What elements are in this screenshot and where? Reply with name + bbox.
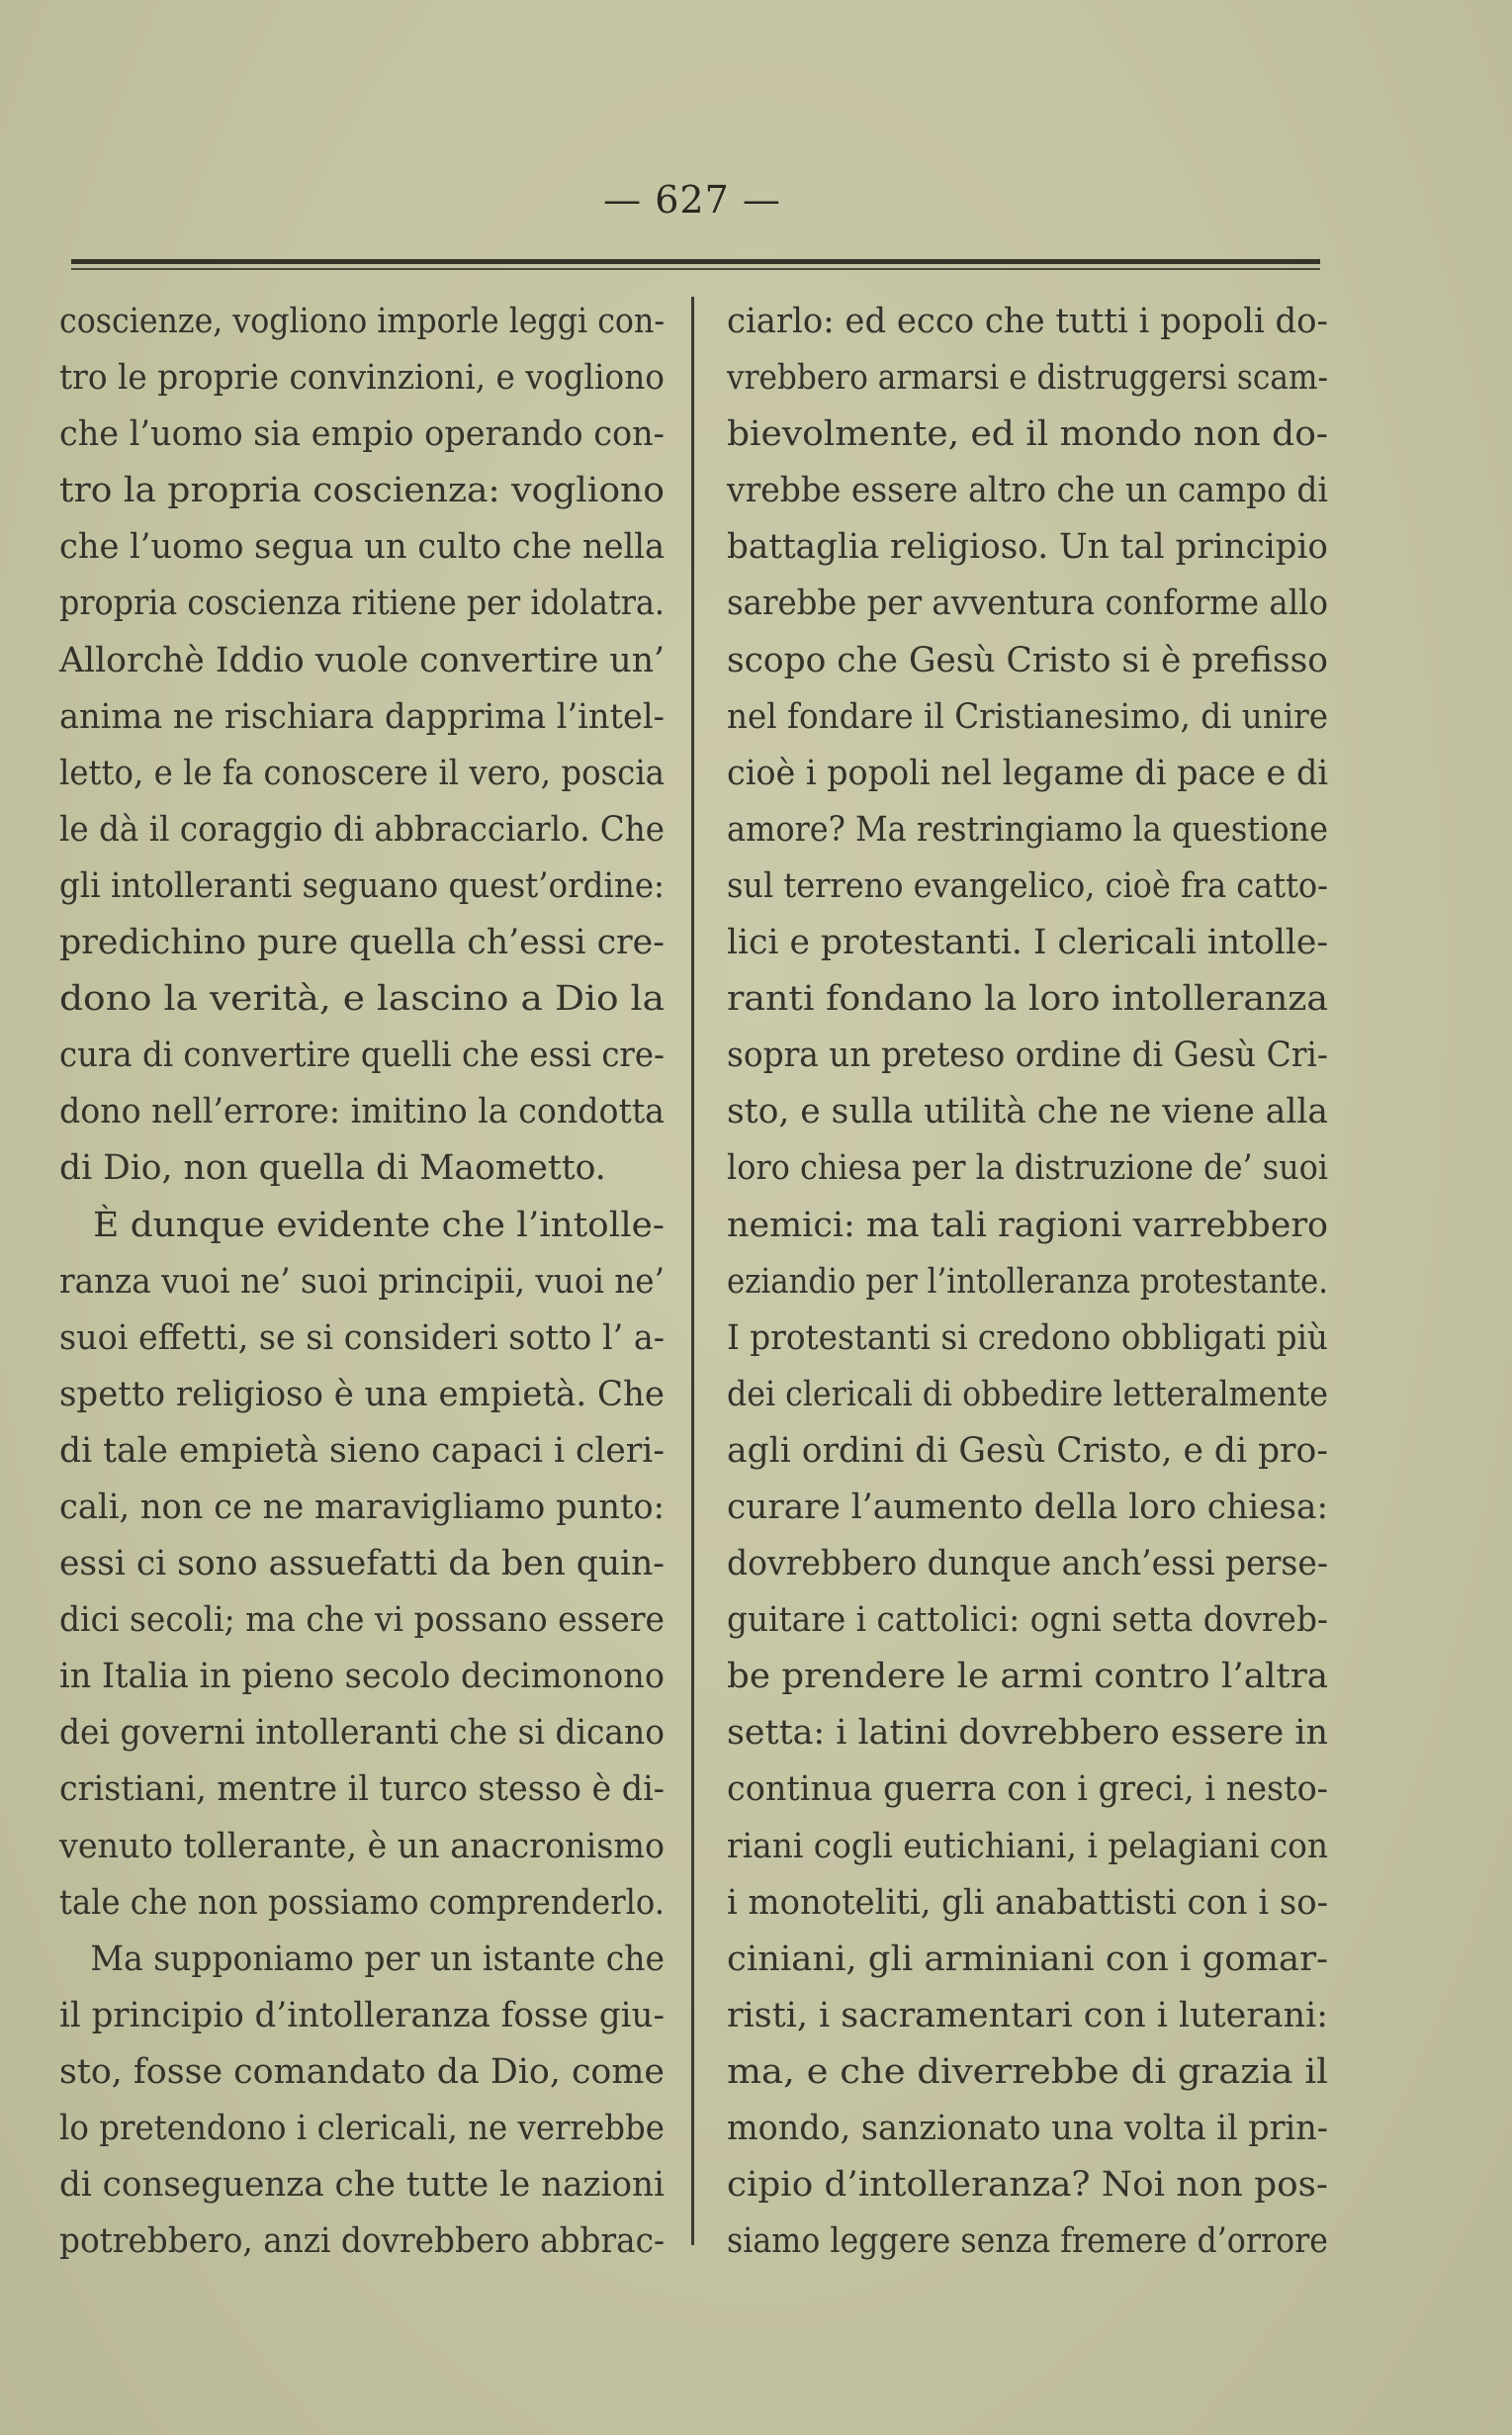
text-line: ranti fondano la loro intolleranza: [727, 979, 1329, 1020]
text-line: suoi effetti, se si consideri sotto l’ a-: [59, 1317, 666, 1358]
text-line: sul terreno evangelico, cioè fra catto-: [727, 865, 1328, 906]
text-line: tale che non possiamo comprenderlo.: [59, 1882, 665, 1923]
text-line: propria coscienza ritiene per idolatra.: [59, 584, 666, 624]
text-line: scopo che Gesù Cristo si è prefisso: [727, 640, 1328, 680]
text-line: sopra un preteso ordine di Gesù Cri-: [727, 1036, 1328, 1076]
text-line: cristiani, mentre il turco stesso è di-: [59, 1769, 666, 1810]
text-line: È dunque evidente che l’intolle-: [59, 1205, 665, 1245]
text-line: lici e protestanti. I clericali intolle-: [727, 923, 1328, 963]
text-line: Allorchè Iddio vuole convertire un’: [59, 640, 666, 680]
text-line: venuto tollerante, è un anacronismo: [59, 1826, 666, 1866]
text-line: siamo leggere senza fremere d’orrore: [727, 2221, 1329, 2262]
text-line: curare l’aumento della loro chiesa:: [727, 1487, 1329, 1527]
text-line: Ma supponiamo per un istante che: [59, 1939, 665, 1979]
text-line: essi ci sono assuefatti da ben quin-: [59, 1544, 665, 1584]
page-number: — 627 —: [603, 178, 781, 222]
text-line: sarebbe per avventura conforme allo: [727, 584, 1328, 624]
text-line: mondo, sanzionato una volta il prin-: [727, 2109, 1328, 2148]
text-line: bievolmente, ed il mondo non do-: [727, 414, 1329, 455]
text-line: cura di convertire quelli che essi cre-: [59, 1036, 665, 1076]
text-line: dono nell’errore: imitino la condotta: [59, 1092, 665, 1132]
text-line: in Italia in pieno secolo decimonono: [59, 1657, 665, 1697]
text-line: ciarlo: ed ecco che tutti i popoli do-: [727, 302, 1328, 341]
text-line: predichino pure quella ch’essi cre-: [59, 923, 665, 963]
text-line: spetto religioso è una empietà. Che: [59, 1374, 666, 1414]
text-line: gli intolleranti seguano quest’ordine:: [59, 865, 666, 906]
text-line: nel fondare il Cristianesimo, di unire: [727, 696, 1328, 737]
text-line: di tale empietà sieno capaci i cleri-: [59, 1430, 665, 1471]
text-line: setta: i latini dovrebbero essere in: [727, 1713, 1328, 1754]
text-line: i monoteliti, gli anabattisti con i so-: [727, 1882, 1328, 1923]
text-line: cali, non ce ne maravigliamo punto:: [59, 1487, 666, 1527]
text-line: ciniani, gli arminiani con i gomar-: [727, 1939, 1329, 1979]
text-line: lo pretendono i clericali, ne verrebbe: [59, 2109, 665, 2148]
text-line: di Dio, non quella di Maometto.: [59, 1148, 606, 1189]
text-line: vrebbe essere altro che un campo di: [727, 471, 1329, 511]
text-line: be prendere le armi contro l’altra: [727, 1657, 1329, 1697]
text-line: eziandio per l’intolleranza protestante.: [727, 1261, 1329, 1302]
header-rule-thick: [71, 259, 1320, 264]
text-line: potrebbero, anzi dovrebbero abbrac-: [59, 2221, 666, 2262]
text-line: le dà il coraggio di abbracciarlo. Che: [59, 809, 665, 850]
text-line: ma, e che diverrebbe di grazia il: [727, 2051, 1328, 2092]
text-line: sto, e sulla utilità che ne viene alla: [727, 1092, 1328, 1132]
text-line: loro chiesa per la distruzione de’ suoi: [727, 1148, 1329, 1189]
header-rule-thin: [71, 268, 1320, 270]
text-line: di conseguenza che tutte le nazioni: [59, 2165, 665, 2206]
text-line: amore? Ma restringiamo la questione: [727, 809, 1329, 850]
text-line: battaglia religioso. Un tal principio: [727, 527, 1328, 568]
text-line: dici secoli; ma che vi possano essere: [59, 1600, 666, 1641]
text-line: sto, fosse comandato da Dio, come: [59, 2051, 665, 2092]
left-text-column: [59, 294, 665, 2270]
text-line: cipio d’intolleranza? Noi non pos-: [727, 2165, 1328, 2206]
text-line: letto, e le fa conoscere il vero, poscia: [59, 753, 665, 793]
text-line: anima ne rischiara dapprima l’intel-: [59, 696, 665, 737]
text-line: continua guerra con i greci, i nesto-: [727, 1769, 1328, 1810]
text-line: tro le proprie convinzioni, e vogliono: [59, 358, 666, 399]
right-text-column: [727, 294, 1328, 2270]
text-line: agli ordini di Gesù Cristo, e di pro-: [727, 1430, 1328, 1471]
text-line: dono la verità, e lascino a Dio la: [59, 979, 665, 1020]
text-line: che l’uomo sia empio operando con-: [59, 414, 665, 455]
text-line: guitare i cattolici: ogni setta dovreb-: [727, 1600, 1328, 1641]
text-line: nemici: ma tali ragioni varrebbero: [727, 1205, 1329, 1245]
text-line: risti, i sacramentari con i luterani:: [727, 1995, 1329, 2035]
text-line: dei clericali di obbedire letteralmente: [727, 1374, 1329, 1414]
text-line: coscienze, vogliono imporle leggi con-: [59, 302, 666, 341]
text-line: cioè i popoli nel legame di pace e di: [727, 753, 1329, 793]
text-line: che l’uomo segua un culto che nella: [59, 527, 666, 568]
text-line: dovrebbero dunque anch’essi perse-: [727, 1544, 1329, 1584]
text-line: vrebbero armarsi e distruggersi scam-: [727, 358, 1328, 399]
column-divider: [691, 297, 694, 2245]
text-line: dei governi intolleranti che si dicano: [59, 1713, 666, 1754]
text-line: I protestanti si credono obbligati più: [727, 1317, 1328, 1358]
text-line: riani cogli eutichiani, i pelagiani con: [727, 1826, 1328, 1866]
text-line: il principio d’intolleranza fosse giu-: [59, 1995, 666, 2035]
text-line: tro la propria coscienza: vogliono: [59, 471, 665, 511]
text-line: ranza vuoi ne’ suoi principii, vuoi ne’: [59, 1261, 665, 1302]
